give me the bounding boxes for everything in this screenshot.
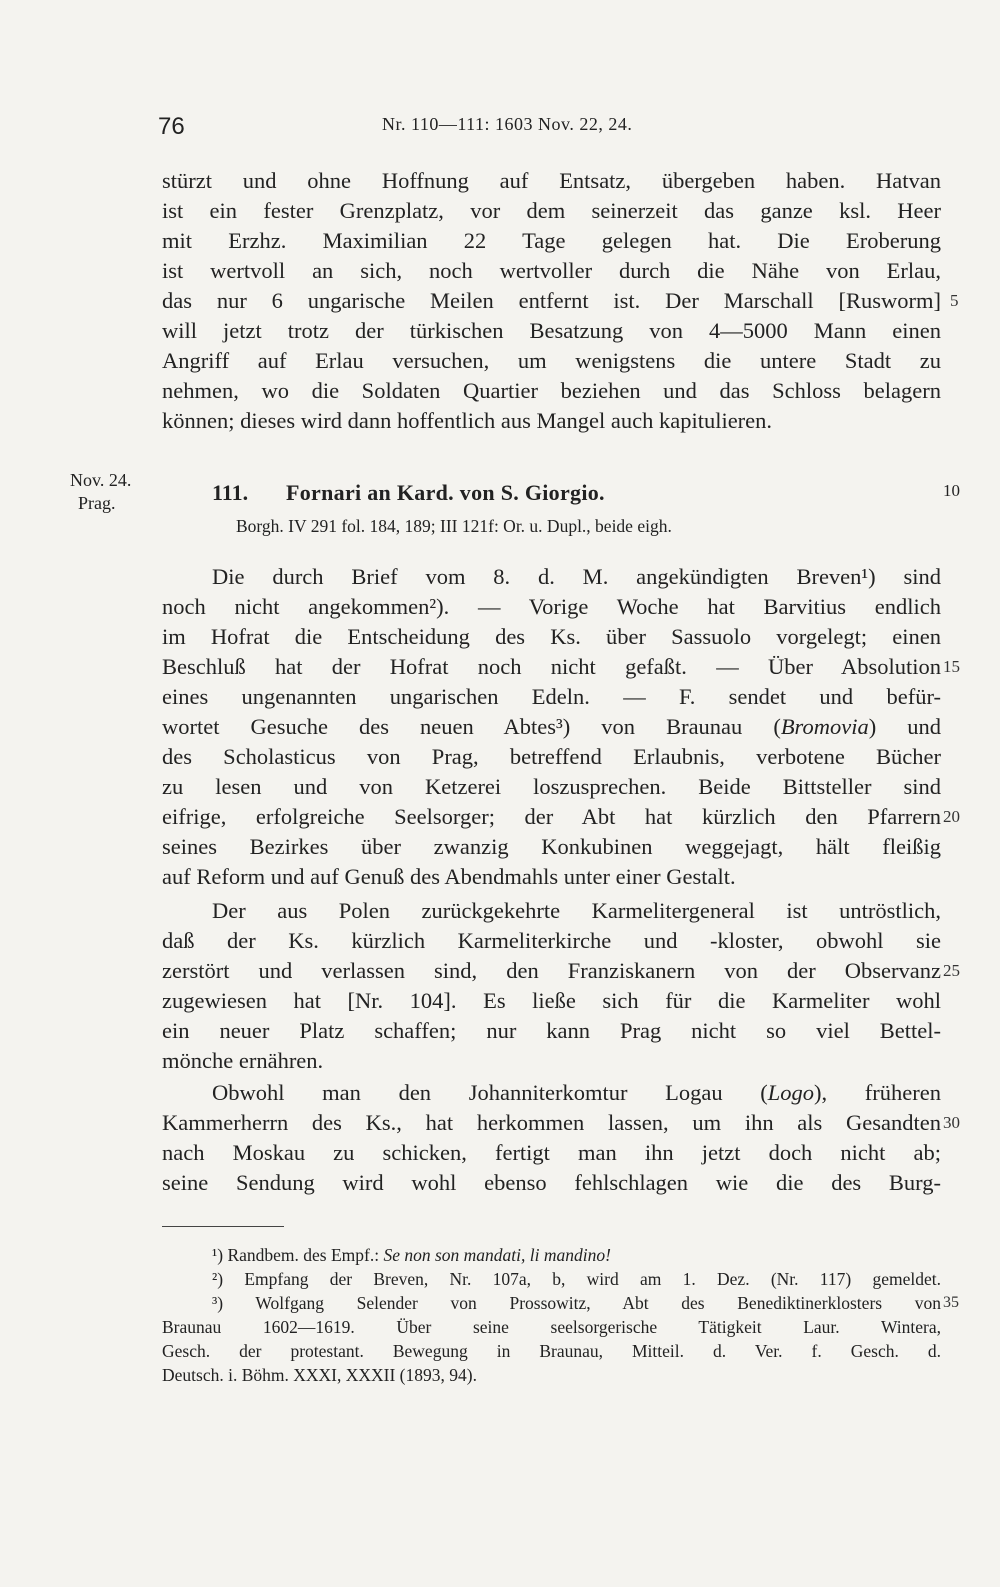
body-line: Der aus Polen zurückgekehrte Karmelitergeneral ist untröstlich, (212, 898, 941, 923)
footnote-3-line: Gesch. der protestant. Bewegung in Braunau, Mitteil. d. Ver. f. Gesch. d. (162, 1341, 941, 1361)
body-line: Kammerherrn des Ks., hat herkommen lassen, um ihn als Gesandten (162, 1110, 941, 1135)
body-line: mönche ernähren. (162, 1048, 324, 1073)
line-number: 5 (950, 291, 959, 310)
body-line: nehmen, wo die Soldaten Quartier beziehen und das Schloss belagern (162, 378, 941, 403)
text-span: ), früheren (814, 1080, 941, 1105)
body-line: daß der Ks. kürzlich Karmeliterkirche und -kloster, obwohl sie (162, 928, 941, 953)
running-title: Nr. 110—111: 1603 Nov. 22, 24. (382, 114, 633, 134)
footnote-3-line: Braunau 1602—1619. Über seine seelsorgerische Tätigkeit Laur. Wintera, (162, 1317, 941, 1337)
page-number: 76 (158, 113, 185, 140)
body-line: stürzt und ohne Hoffnung auf Entsatz, übergeben haben. Hatvan (162, 168, 941, 193)
document-title: Fornari an Kard. von S. Giorgio. (286, 480, 605, 505)
body-line: mit Erzhz. Maximilian 22 Tage gelegen hat. Die Eroberung (162, 228, 941, 253)
body-line: seine Sendung wird wohl ebenso fehlschlagen wie die des Burg- (162, 1170, 941, 1195)
footnote-label: ¹) Randbem. des Empf.: (212, 1245, 384, 1265)
margin-place: Prag. (78, 493, 116, 513)
body-line: Die durch Brief vom 8. d. M. angekündigten Breven¹) sind (212, 564, 941, 589)
body-line (212, 1078, 941, 1108)
body-line: ein neuer Platz schaffen; nur kann Prag nicht so viel Bettel- (162, 1018, 941, 1043)
margin-date: Nov. 24. (70, 470, 132, 490)
body-line: zu lesen und von Ketzerei loszusprechen. Beide Bittsteller sind (162, 774, 941, 799)
body-line: eifrige, erfolgreiche Seelsorger; der Abt hat kürzlich den Pfarrern (162, 804, 941, 829)
body-line: noch nicht angekommen²). — Vorige Woche hat Barvitius endlich (162, 594, 941, 619)
body-line: nach Moskau zu schicken, fertigt man ihn jetzt doch nicht ab; (162, 1140, 941, 1165)
text-span: ) und (868, 714, 941, 739)
body-line: Angriff auf Erlau versuchen, um wenigstens die untere Stadt zu (162, 348, 941, 373)
body-line: auf Reform und auf Genuß des Abendmahls unter einer Gestalt. (162, 864, 736, 889)
body-line: können; dieses wird dann hoffentlich aus Mangel auch kapitulieren. (162, 408, 773, 433)
footnote-italic: Se non son mandati, li mandino! (383, 1245, 611, 1265)
italic-span: Logo (767, 1080, 815, 1105)
italic-span: Bromovia (780, 714, 869, 739)
body-line: zerstört und verlassen sind, den Franziskanern von der Observanz (162, 958, 941, 983)
body-line (162, 712, 941, 742)
body-line: ist wertvoll an sich, noch wertvoller durch die Nähe von Erlau, (162, 258, 941, 283)
footnote-3-line: ³) Wolfgang Selender von Prossowitz, Abt des Benediktinerklosters von (212, 1293, 941, 1313)
line-number: 10 (943, 481, 960, 500)
document-source: Borgh. IV 291 fol. 184, 189; III 121f: Or. u. Dupl., beide eigh. (236, 516, 672, 536)
line-number: 35 (943, 1294, 959, 1311)
body-line: im Hofrat die Entscheidung des Ks. über Sassuolo vorgelegt; einen (162, 624, 941, 649)
footnote-2: ²) Empfang der Breven, Nr. 107a, b, wird am 1. Dez. (Nr. 117) gemeldet. (212, 1269, 941, 1289)
footnote-1 (212, 1243, 941, 1267)
line-number: 15 (943, 657, 960, 676)
footnote-rule (162, 1226, 284, 1227)
body-line: zugewiesen hat [Nr. 104]. Es ließe sich für die Karmeliter wohl (162, 988, 941, 1013)
line-number: 20 (943, 807, 960, 826)
document-number: 111. (212, 480, 249, 505)
body-line: eines ungenannten ungarischen Edeln. — F. sendet und befür- (162, 684, 941, 709)
line-number: 25 (943, 961, 960, 980)
text-span: wortet Gesuche des neuen Abtes³) von Braunau ( (162, 714, 781, 739)
line-number: 30 (943, 1113, 960, 1132)
body-line: seines Bezirkes über zwanzig Konkubinen weggejagt, hält fleißig (162, 834, 941, 859)
body-line: das nur 6 ungarische Meilen entfernt ist. Der Marschall [Rusworm] (162, 288, 941, 313)
body-line: des Scholasticus von Prag, betreffend Erlaubnis, verbotene Bücher (162, 744, 941, 769)
body-line: ist ein fester Grenzplatz, vor dem seinerzeit das ganze ksl. Heer (162, 198, 941, 223)
footnote-3-line: Deutsch. i. Böhm. XXXI, XXXII (1893, 94). (162, 1365, 477, 1385)
body-line: will jetzt trotz der türkischen Besatzung von 4—5000 Mann einen (162, 318, 941, 343)
text-span: Obwohl man den Johanniterkomtur Logau ( (212, 1080, 768, 1105)
body-line: Beschluß hat der Hofrat noch nicht gefaßt. — Über Absolution (162, 654, 941, 679)
